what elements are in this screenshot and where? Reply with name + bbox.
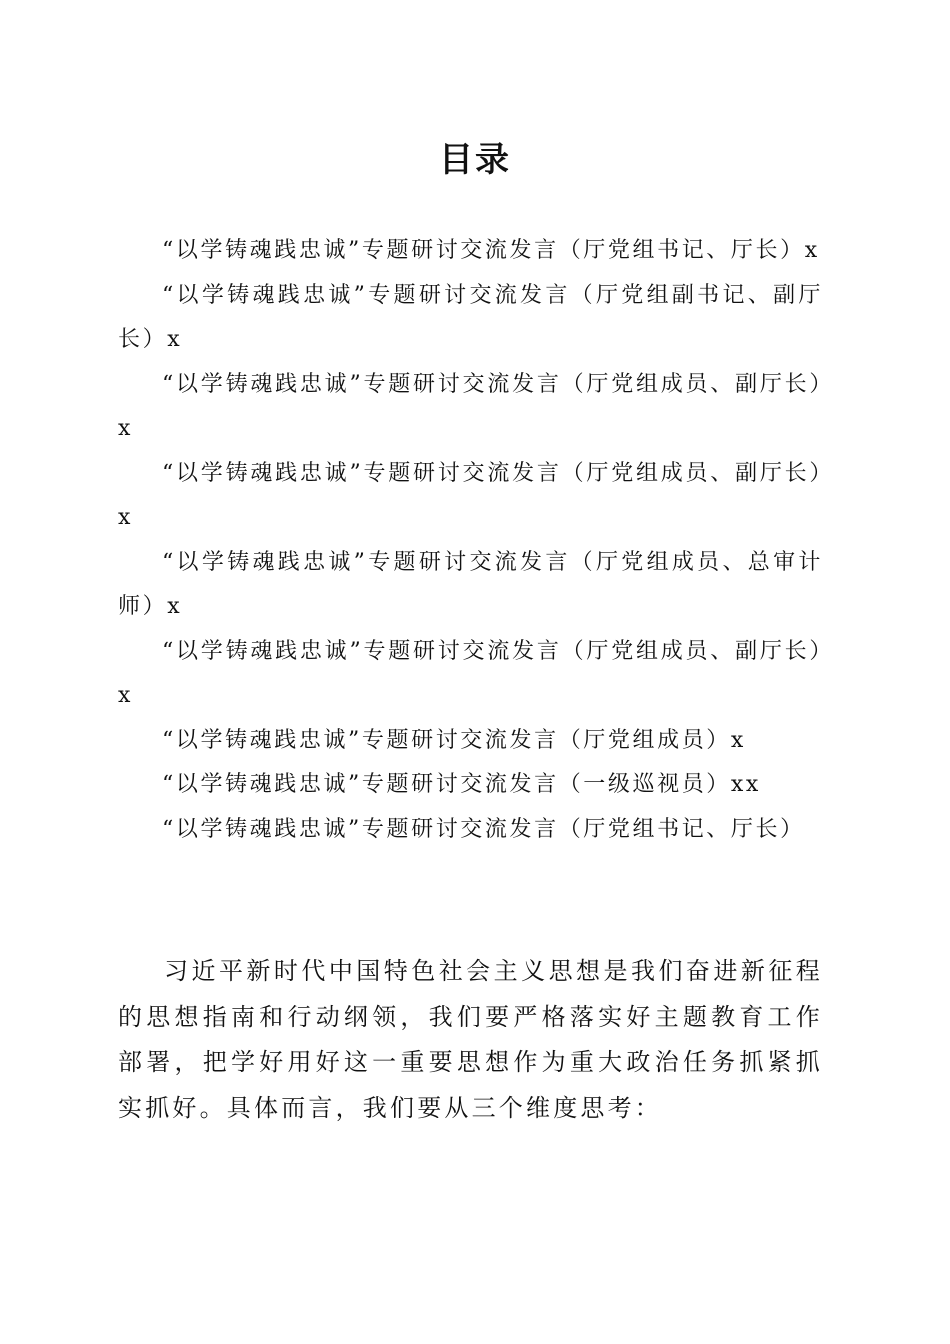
toc-entry-2: “以学铸魂践忠诚”专题研讨交流发言（厅党组副书记、副厅长）x <box>118 282 823 352</box>
body-paragraph: 习近平新时代中国特色社会主义思想是我们奋进新征程的思想指南和行动纲领，我们要严格落实好主题教育工作部署，把学好用好这一重要思想作为重大政治任务抓紧抓实抓好。具体而言，我们要从三个维度思考： <box>118 957 823 1122</box>
toc-entry-4: “以学铸魂践忠诚”专题研讨交流发言（厅党组成员、副厅长）x <box>118 460 823 530</box>
toc-entry-6: “以学铸魂践忠诚”专题研讨交流发言（厅党组成员、副厅长）x <box>118 638 823 708</box>
toc-entry-7: “以学铸魂践忠诚”专题研讨交流发言（厅党组成员）x <box>162 727 746 753</box>
toc-entry-9: “以学铸魂践忠诚”专题研讨交流发言（厅党组书记、厅长） <box>162 816 805 842</box>
toc-entry-8: “以学铸魂践忠诚”专题研讨交流发言（一级巡视员）xx <box>162 772 761 797</box>
toc-entry-3: “以学铸魂践忠诚”专题研讨交流发言（厅党组成员、副厅长）x <box>118 371 823 441</box>
table-of-contents <box>118 229 823 852</box>
toc-entry-1: “以学铸魂践忠诚”专题研讨交流发言（厅党组书记、厅长）x <box>162 238 820 263</box>
toc-entry-5: “以学铸魂践忠诚”专题研讨交流发言（厅党组成员、总审计师）x <box>118 549 823 619</box>
page-title: 目录 <box>439 140 511 180</box>
